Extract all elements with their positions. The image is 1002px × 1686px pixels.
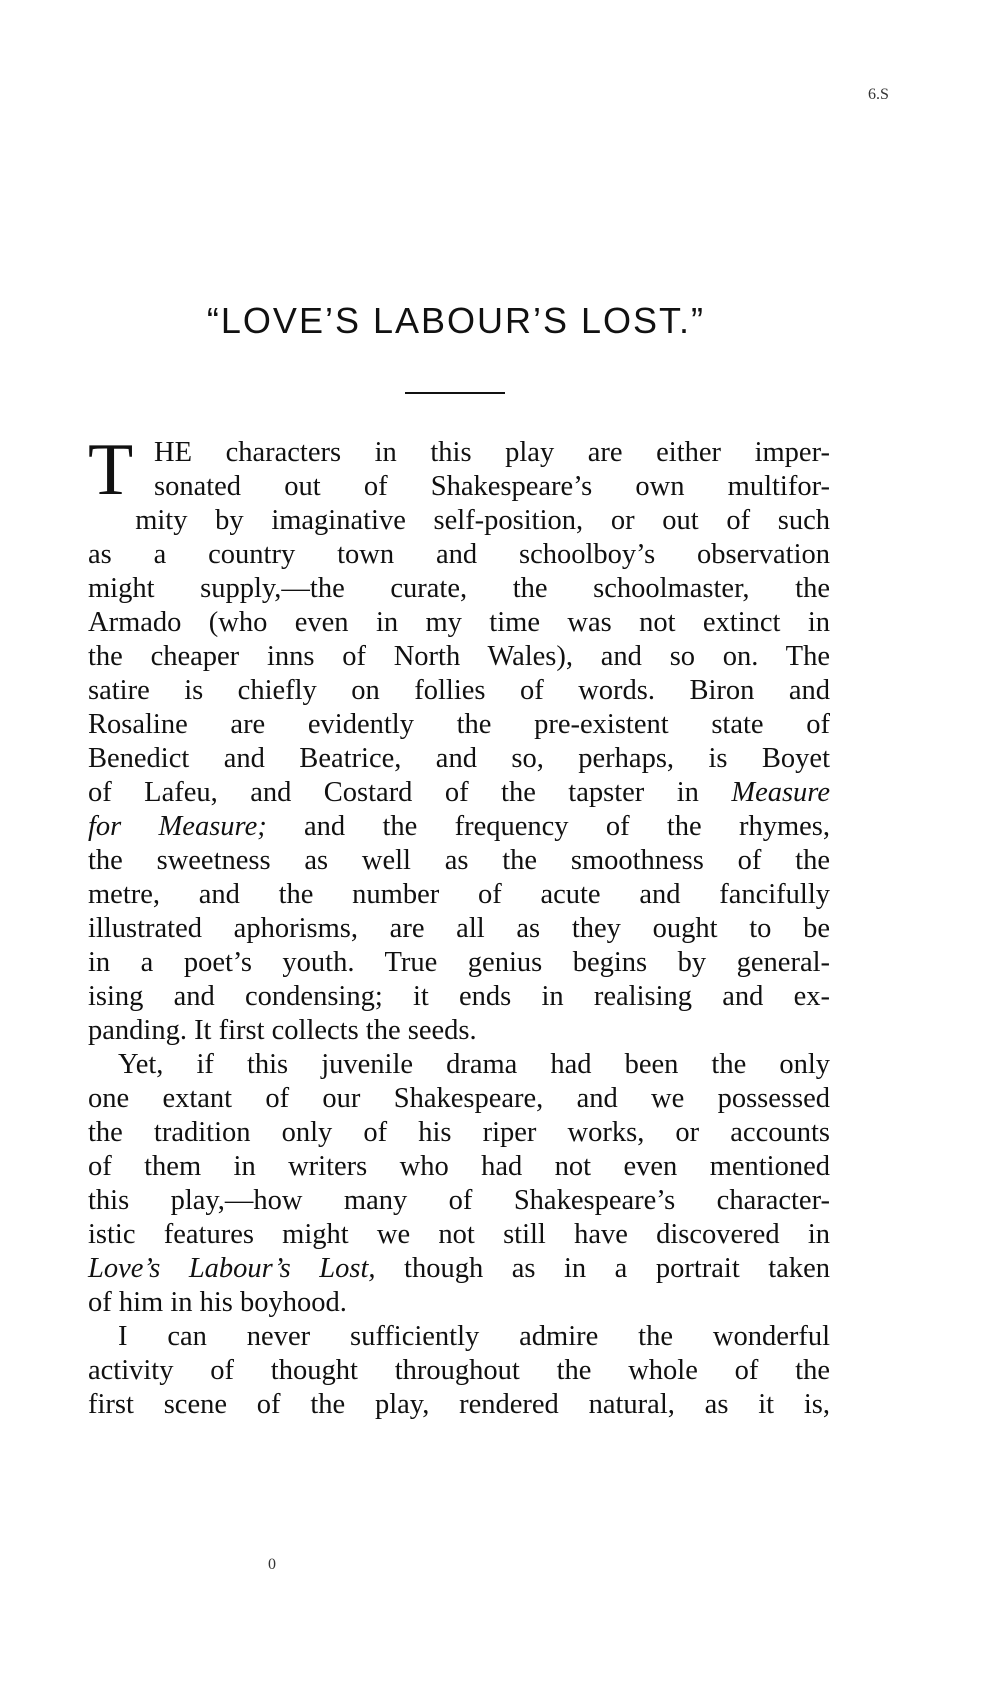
- text-line: of them in writers who had not even mentioned: [88, 1151, 830, 1182]
- text-line: one extant of our Shakespeare, and we possessed: [88, 1083, 830, 1114]
- text-line: illustrated aphorisms, are all as they ought to be: [88, 913, 830, 944]
- text-line: HE characters in this play are either imper-: [154, 437, 830, 468]
- text-line: Benedict and Beatrice, and so, perhaps, is Boyet: [88, 743, 830, 774]
- text-segment: though as in a portrait taken: [375, 1253, 830, 1284]
- text-line: activity of thought throughout the whole of the: [88, 1355, 830, 1386]
- text-line: the cheaper inns of North Wales), and so on. The: [88, 641, 830, 672]
- text-line: in a poet’s youth. True genius begins by general-: [88, 947, 830, 978]
- italic-title: for Measure;: [88, 811, 267, 842]
- text-segment: of Lafeu, and Costard of the tapster in: [88, 777, 732, 808]
- folio-mark: 0: [268, 1556, 276, 1573]
- text-line: sonated out of Shakespeare’s own multifor-: [154, 471, 830, 502]
- text-line: of him in his boyhood.: [88, 1287, 347, 1318]
- text-line: mity by imaginative self-position, or out of such: [135, 505, 830, 536]
- text-line: Yet, if this juvenile drama had been the only: [118, 1049, 830, 1080]
- text-line: Armado (who even in my time was not extinct in: [88, 607, 830, 638]
- text-line: satire is chiefly on follies of words. Biron and: [88, 675, 830, 706]
- text-line: metre, and the number of acute and fancifully: [88, 879, 830, 910]
- text-line: ising and condensing; it ends in realising and ex-: [88, 981, 830, 1012]
- text-line: [88, 810, 830, 844]
- italic-title: Measure: [731, 777, 830, 808]
- text-line: [88, 776, 830, 810]
- italic-title: Love’s Labour’s Lost,: [88, 1253, 376, 1284]
- text-line: the tradition only of his riper works, or accounts: [88, 1117, 830, 1148]
- text-segment: and the frequency of the rhymes,: [266, 811, 830, 842]
- text-line: this play,—how many of Shakespeare’s character-: [88, 1185, 830, 1216]
- title-rule: [405, 392, 505, 394]
- text-line: panding. It first collects the seeds.: [88, 1015, 477, 1046]
- body-text: [88, 429, 830, 1422]
- text-line: might supply,—the curate, the schoolmaster, the: [88, 573, 830, 604]
- text-line: [88, 1252, 830, 1286]
- page-title: “LOVE’S LABOUR’S LOST.”: [206, 300, 706, 341]
- text-line: as a country town and schoolboy’s observation: [88, 539, 830, 570]
- page-mark: 6.S: [868, 86, 889, 103]
- text-line: istic features might we not still have discovered in: [88, 1219, 830, 1250]
- text-line: first scene of the play, rendered natural, as it is,: [88, 1389, 830, 1420]
- drop-cap: T: [88, 429, 134, 511]
- text-line: I can never sufficiently admire the wonderful: [118, 1321, 830, 1352]
- text-line: the sweetness as well as the smoothness of the: [88, 845, 830, 876]
- text-line: Rosaline are evidently the pre-existent state of: [88, 709, 830, 740]
